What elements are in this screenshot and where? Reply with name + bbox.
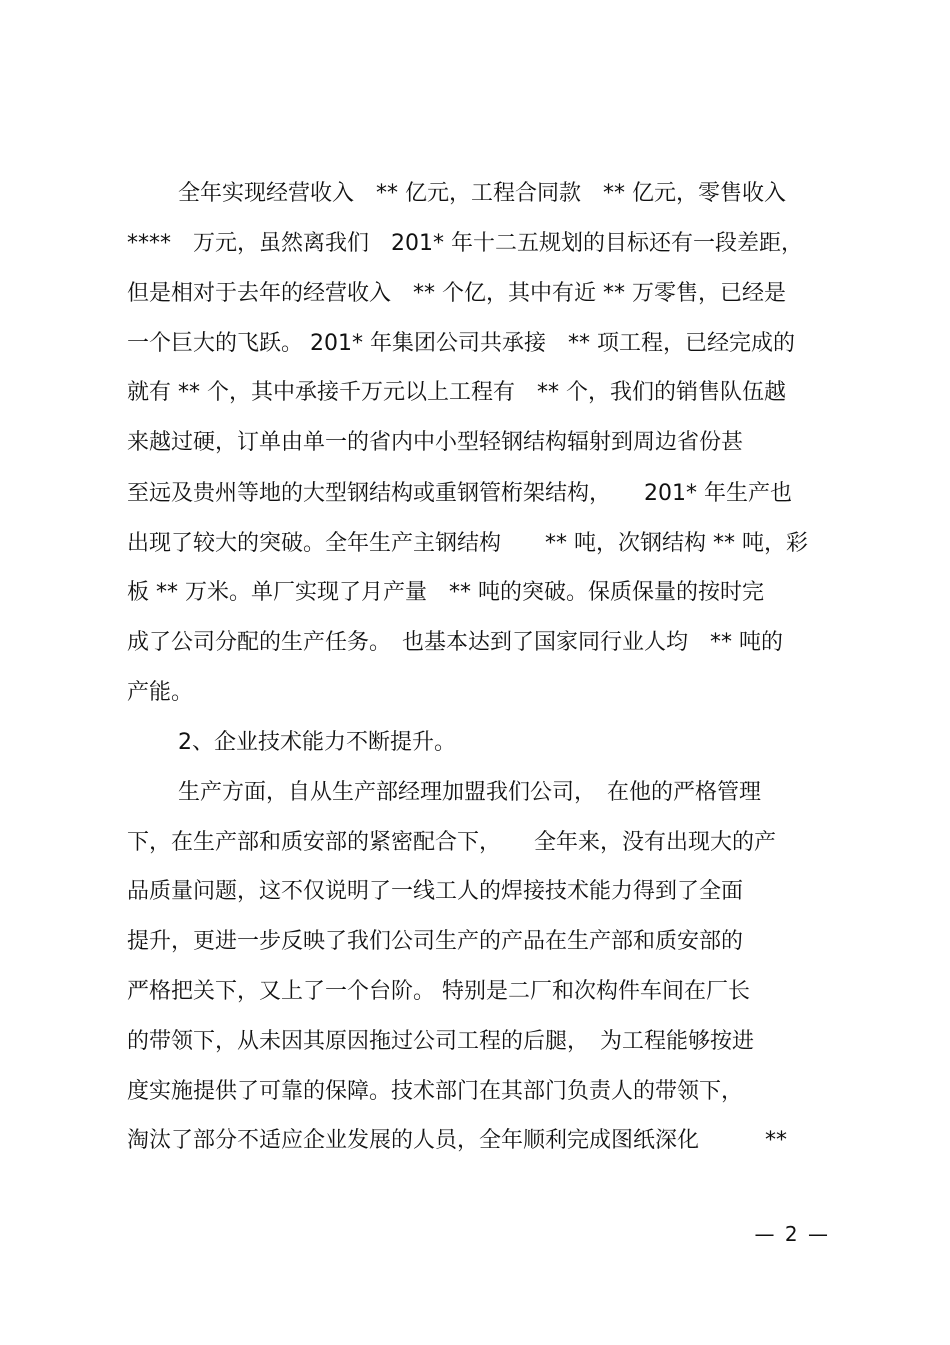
- text-line: 至远及贵州等地的大型钢结构或重钢管桁架结构， 201* 年生产也: [127, 481, 792, 506]
- text-line: 下，在生产部和质安部的紧密配合下， 全年来，没有出现大的产: [127, 830, 777, 855]
- text-line: 淘汰了部分不适应企业发展的人员，全年顺利完成图纸深化 **: [127, 1128, 788, 1153]
- text-line: 板 ** 万米。单厂实现了月产量 ** 吨的突破。保质保量的按时完: [127, 580, 764, 605]
- text-line: 全年实现经营收入 ** 亿元，工程合同款 ** 亿元，零售收入: [178, 181, 786, 206]
- heading-line: 2、企业技术能力不断提升。: [178, 730, 456, 755]
- text-line: 生产方面，自从生产部经理加盟我们公司， 在他的严格管理: [178, 780, 762, 805]
- text-line: **** 万元，虽然离我们 201* 年十二五规划的目标还有一段差距，: [127, 231, 803, 256]
- text-line: 一个巨大的飞跃。 201* 年集团公司共承接 ** 项工程，已经完成的: [127, 331, 795, 356]
- text-line: 品质量问题，这不仅说明了一线工人的焊接技术能力得到了全面: [127, 879, 744, 904]
- text-line: 出现了较大的突破。全年生产主钢结构 ** 吨，次钢结构 ** 吨，彩: [127, 531, 808, 556]
- text-line: 就有 ** 个，其中承接千万元以上工程有 ** 个，我们的销售队伍越: [127, 380, 786, 405]
- text-line: 提升，更进一步反映了我们公司生产的产品在生产部和质安部的: [127, 929, 744, 954]
- text-line: 但是相对于去年的经营收入 ** 个亿，其中有近 ** 万零售，已经是: [127, 281, 786, 306]
- text-line: 来越过硬，订单由单一的省内中小型轻钢结构辐射到周边省份甚: [127, 430, 744, 455]
- text-line: 度实施提供了可靠的保障。技术部门在其部门负责人的带领下，: [127, 1079, 744, 1104]
- text-line: 严格把关下，又上了一个台阶。 特别是二厂和次构件车间在厂长: [127, 979, 750, 1004]
- text-line: 成了公司分配的生产任务。 也基本达到了国家同行业人均 ** 吨的: [127, 630, 783, 655]
- text-line: 的带领下，从未因其原因拖过公司工程的后腿， 为工程能够按进: [127, 1029, 755, 1054]
- page-number: — 2 —: [754, 1222, 830, 1246]
- text-line: 产能。: [127, 680, 194, 705]
